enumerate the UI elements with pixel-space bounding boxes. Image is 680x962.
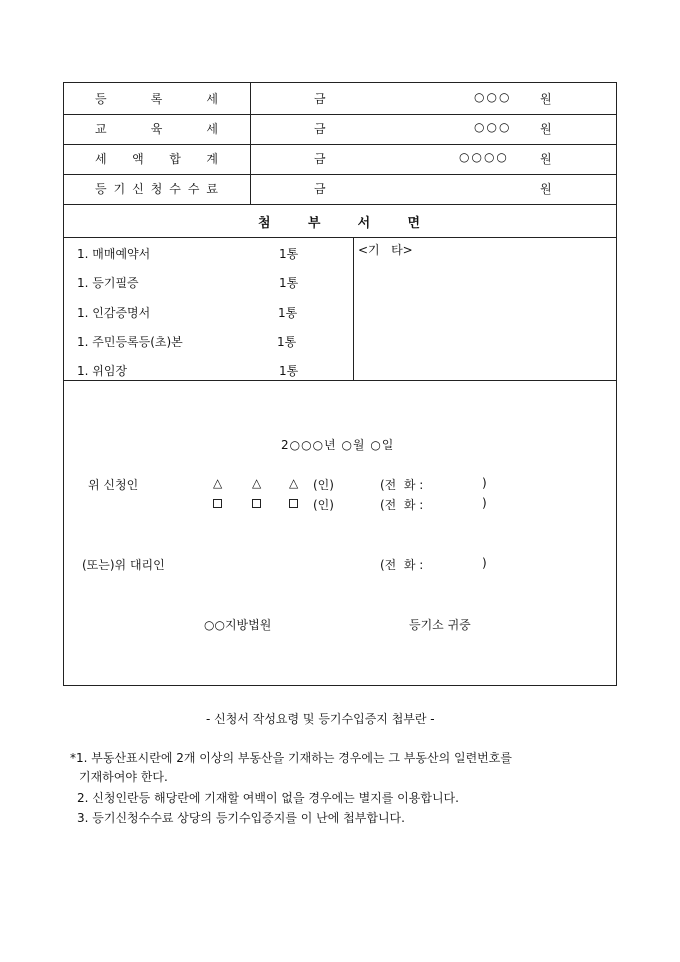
row-divider: [64, 114, 616, 115]
fee-label: 등 기 신 청 수 수 료: [95, 182, 218, 196]
fee-prefix: 금: [314, 182, 326, 196]
applicant-mark: △: [289, 476, 299, 490]
note-item: *1. 부동산표시란에 2개 이상의 부동산을 기재하는 경우에는 그 부동산의 일련번호를: [70, 751, 512, 765]
fee-label: 교 육 세: [95, 122, 218, 136]
phone-label: (전 화 :: [380, 498, 424, 512]
phone-close: ): [482, 476, 487, 490]
fee-amount: ○○○: [474, 90, 512, 104]
agent-label: (또는)위 대리인: [82, 558, 165, 572]
attachment-item-count: 1통: [277, 335, 297, 349]
fee-unit: 원: [540, 122, 552, 136]
checkbox-square: [213, 496, 222, 510]
note-item: 기재하여야 한다.: [79, 770, 168, 784]
phone-label: (전 화 :: [380, 478, 424, 492]
applicant-mark: △: [213, 476, 223, 490]
row-divider: [64, 144, 616, 145]
fee-label: 세 액 합 계: [95, 152, 218, 166]
attachment-item-name: 1. 인감증명서: [77, 306, 151, 320]
fee-amount: ○○○: [474, 120, 512, 134]
other-label: <기 타>: [358, 243, 413, 257]
fee-prefix: 금: [314, 152, 326, 166]
row-divider: [64, 174, 616, 175]
phone-label: (전 화 :: [380, 558, 424, 572]
applicant-mark: △: [252, 476, 262, 490]
column-divider: [353, 237, 354, 380]
fee-prefix: 금: [314, 92, 326, 106]
checkbox-square: [289, 496, 298, 510]
checkbox-square: [252, 496, 261, 510]
fee-amount: ○○○○: [459, 150, 509, 164]
application-form-frame: [63, 82, 617, 686]
seal-mark: (인): [313, 478, 334, 492]
row-divider: [64, 380, 616, 381]
phone-close: ): [482, 556, 487, 570]
seal-mark: (인): [313, 498, 334, 512]
registry-recipient: 등기소 귀중: [409, 618, 471, 632]
attachment-item-name: 1. 매매예약서: [77, 247, 151, 261]
attachment-item-count: 1통: [278, 306, 298, 320]
attachment-item-name: 1. 등기필증: [77, 276, 139, 290]
fee-label: 등 록 세: [95, 92, 218, 106]
note-item: 3. 등기신청수수료 상당의 등기수입증지를 이 난에 첩부합니다.: [77, 811, 405, 825]
attachment-item-count: 1통: [279, 364, 299, 378]
attachment-item-count: 1통: [279, 276, 299, 290]
application-date: 2○○○년 ○월 ○일: [281, 438, 395, 452]
court-name: ○○지방법원: [204, 618, 272, 632]
attachments-title: 첨 부 서 면: [258, 216, 420, 231]
fee-unit: 원: [540, 152, 552, 166]
attachment-item-name: 1. 주민등록등(초)본: [77, 335, 183, 349]
fee-unit: 원: [540, 182, 552, 196]
notes-title: - 신청서 작성요령 및 등기수입증지 첩부란 -: [206, 712, 435, 726]
column-divider: [250, 83, 251, 204]
fee-prefix: 금: [314, 122, 326, 136]
attachment-item-name: 1. 위임장: [77, 364, 128, 378]
phone-close: ): [482, 496, 487, 510]
row-divider: [64, 204, 616, 205]
attachment-item-count: 1통: [279, 247, 299, 261]
applicant-label: 위 신청인: [88, 478, 139, 492]
fee-unit: 원: [540, 92, 552, 106]
note-item: 2. 신청인란등 해당란에 기재할 여백이 없을 경우에는 별지를 이용합니다.: [77, 791, 459, 805]
row-divider: [64, 237, 616, 238]
